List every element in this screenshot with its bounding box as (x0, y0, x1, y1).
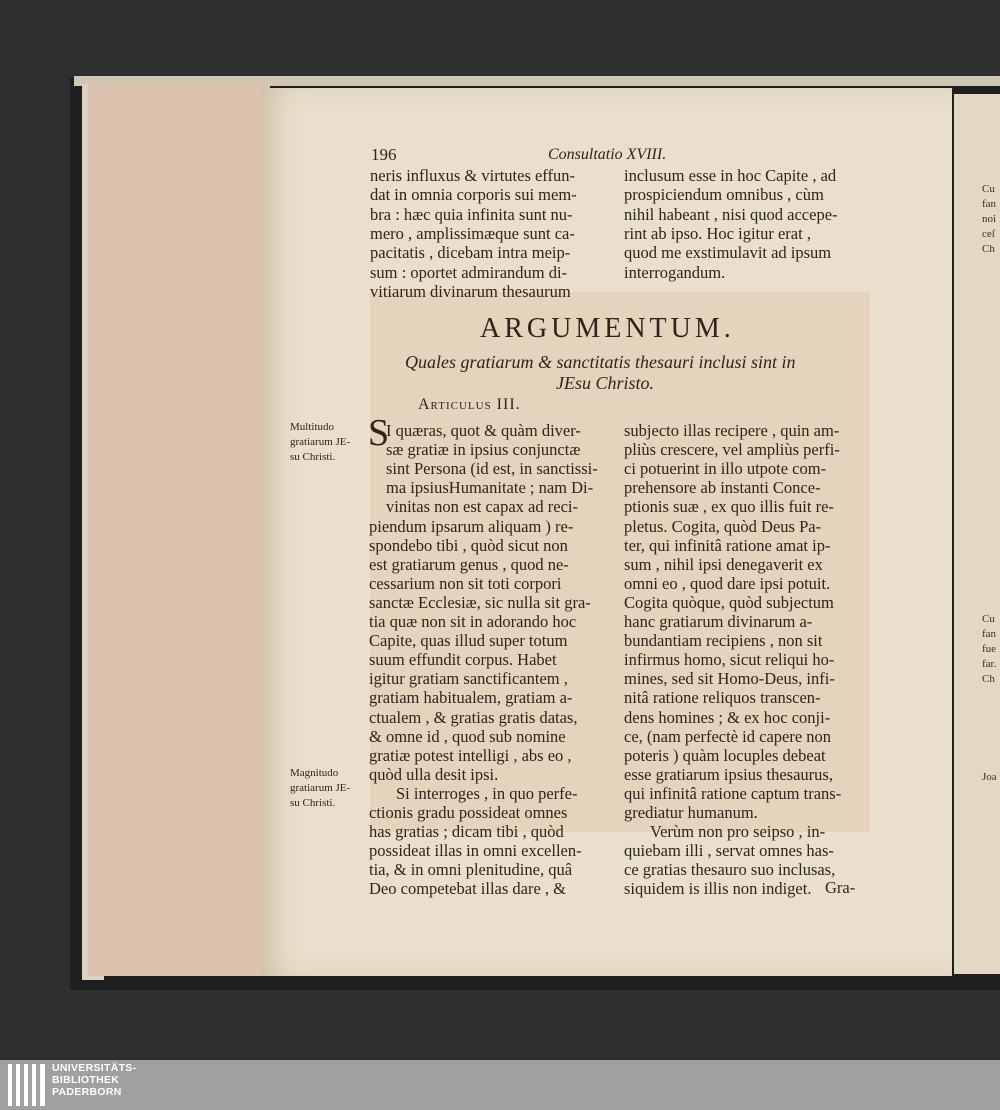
facing-page-fragment: noi (982, 213, 997, 225)
text-line: pacitatis , dicebam intra meip- (370, 243, 571, 263)
text-line: sint Persona (id est, in sanctissi- (386, 459, 598, 479)
facing-page-fragment: Ch (982, 243, 995, 255)
library-name-line-3: PADERBORN (52, 1086, 122, 1098)
text-line: gratiam habitualem, gratiam a- (369, 688, 573, 708)
text-line: sum : oportet admirandum di- (370, 262, 568, 282)
text-line: infirmus homo, sicut reliqui ho- (624, 650, 835, 670)
text-line: spondebo tibi , quòd sicut non (369, 535, 568, 555)
text-line: subjecto illas recipere , quin am- (624, 421, 840, 440)
article-heading: Articulus III. (418, 396, 521, 413)
text-line: bra : hæc quia infinita sunt nu- (370, 204, 573, 224)
text-line: hanc gratiarum divinarum a- (624, 612, 813, 631)
facing-page-fragment: far. (982, 658, 997, 670)
facing-page-fragment: Joa (982, 771, 997, 783)
text-line: est gratiarum genus , quod ne- (369, 554, 569, 574)
text-line: quòd ulla desit ipsi. (369, 764, 499, 784)
drop-capital: S (368, 412, 390, 454)
facing-page-text-lower (982, 770, 997, 785)
catchword: Gra- (825, 878, 856, 897)
text-line: prehensore ab instanti Conce- (624, 478, 821, 498)
text-line: Si interroges , in quo perfe- (396, 783, 578, 803)
facing-page-fragment: fue (982, 643, 997, 655)
text-line: ci potuerint in illo utpote com- (624, 459, 827, 479)
text-line: dens homines ; & ex hoc conji- (624, 707, 831, 727)
text-line: possideat illas in omni excellen- (369, 841, 582, 861)
text-line: bundantiam recipiens , non sit (624, 631, 823, 651)
facing-page-fragment: ceſ (982, 228, 995, 240)
text-line: inclusum esse in hoc Capite , ad (624, 166, 837, 185)
facing-page-fragment: Cu (982, 183, 995, 195)
library-logo-icon (8, 1064, 46, 1106)
text-line: vitiarum divinarum thesaurum (370, 281, 571, 301)
library-name-line-1: UNIVERSITÄTS- (52, 1062, 137, 1074)
page-number: 196 (371, 145, 397, 164)
chapter-subtitle-line-2: JEsu Christo. (556, 373, 655, 393)
text-line: ctualem , & gratias gratis datas, (369, 707, 578, 727)
running-head: Consultatio XVIII. (548, 146, 667, 163)
text-line: Verùm non pro seipso , in- (650, 822, 826, 842)
chapter-title: ARGUMENTUM. (480, 313, 735, 344)
text-line: interrogandum. (624, 262, 726, 282)
text-line: mero , amplissimæque sunt ca- (370, 223, 575, 243)
text-line: ce, (nam perfectè id capere non (624, 726, 832, 746)
margin-note-line: su Christi. (290, 797, 336, 809)
margin-note-line: gratiarum JE- (290, 436, 351, 448)
text-line: piendum ipsarum aliquam ) re- (369, 516, 574, 536)
text-line: omni eo , quod dare ipsi potuit. (624, 573, 831, 593)
text-line: poteris ) quàm locuples debeat (624, 745, 826, 765)
facing-page-fragment: fan (982, 628, 997, 640)
facing-page-fragment: Ch (982, 673, 995, 685)
text-line: ctionis gradu possideat omnes (369, 803, 568, 822)
text-line: sum , nihil ipsi denegaverit ex (624, 554, 823, 574)
margin-note-line: Multitudo (290, 421, 335, 433)
facing-page-fragment: fan (982, 198, 997, 210)
text-line: vinitas non est capax ad reci- (386, 497, 578, 517)
text-line: mines, sed sit Homo-Deus, infi- (624, 669, 835, 689)
text-line: quod me exstimulavit ad ipsum (624, 243, 832, 263)
text-line: ma ipsiusHumanitate ; nam Di- (386, 478, 594, 498)
text-line: Cogita quòque, quòd subjectum (624, 592, 834, 612)
text-line: grediatur humanum. (624, 803, 758, 822)
text-line: quiebam illi , servat omnes has- (624, 841, 834, 861)
text-line: Deo competebat illas dare , & (369, 879, 567, 899)
library-footer-bar (0, 1060, 1000, 1110)
text-line: suum effundit corpus. Habet (369, 650, 557, 670)
facing-page-fragment: Cu (982, 613, 995, 625)
text-line: sæ gratiæ in ipsius conjunctæ (386, 440, 581, 460)
text-line: sanctæ Ecclesiæ, sic nulla sit gra- (369, 592, 591, 612)
text-line: gratiæ potest intelligi , abs eo , (369, 745, 572, 765)
library-logo-text (52, 1062, 136, 1098)
text-line: cessarium non sit toti corpori (369, 573, 562, 593)
text-line: tia, & in omni plenitudine, quâ (369, 860, 573, 880)
text-line: & omne id , quod sub nomine (369, 726, 566, 746)
text-line: pliùs crescere, vel ampliùs perfi- (624, 440, 840, 460)
text-line: igitur gratiam sanctificantem , (369, 669, 568, 689)
text-line: prospiciendum omnibus , cùm (624, 185, 824, 205)
margin-note-line: su Christi. (290, 451, 336, 463)
text-line: nitâ ratione reliquos transcen- (624, 688, 821, 708)
text-line: nihil habeant , nisi quod accepe- (624, 204, 838, 224)
text-line: Capite, quas illud super totum (369, 631, 568, 651)
text-line: esse gratiarum ipsius thesaurus, (624, 764, 833, 784)
library-name-line-2: BIBLIOTHEK (52, 1074, 120, 1086)
text-line: dat in omnia corporis sui mem- (370, 185, 577, 205)
text-line: ptionis suæ , ex quo illis fuit re- (624, 497, 834, 517)
margin-note-multitudo (290, 420, 350, 465)
text-line: rint ab ipso. Hoc igitur erat , (624, 223, 811, 243)
facing-page-text-middle (982, 612, 996, 687)
text-line: ce gratias thesauro suo inclusas, (624, 860, 836, 880)
text-line: siquidem is illis non indiget. (624, 879, 812, 899)
text-line: neris influxus & virtutes effun- (370, 166, 575, 185)
text-line: has gratias ; dicam tibi , quòd (369, 822, 564, 842)
facing-page-text-top (982, 182, 996, 257)
text-line: qui infinitâ ratione captum trans- (624, 783, 842, 803)
chapter-subtitle-line-1: Quales gratiarum & sanctitatis thesauri inclusi sint in (405, 352, 796, 372)
margin-note-line: gratiarum JE- (290, 782, 351, 794)
margin-note-line: Magnitudo (290, 767, 339, 779)
text-line: ter, qui infinitâ ratione amat ip- (624, 535, 831, 555)
text-line: pletus. Cogita, quòd Deus Pa- (624, 516, 822, 536)
page-edges-stack (88, 84, 270, 976)
margin-note-magnitudo (290, 766, 350, 811)
text-line: tia quæ non sit in adorando hoc (369, 612, 577, 631)
text-line: I quæras, quot & quàm diver- (386, 421, 581, 440)
